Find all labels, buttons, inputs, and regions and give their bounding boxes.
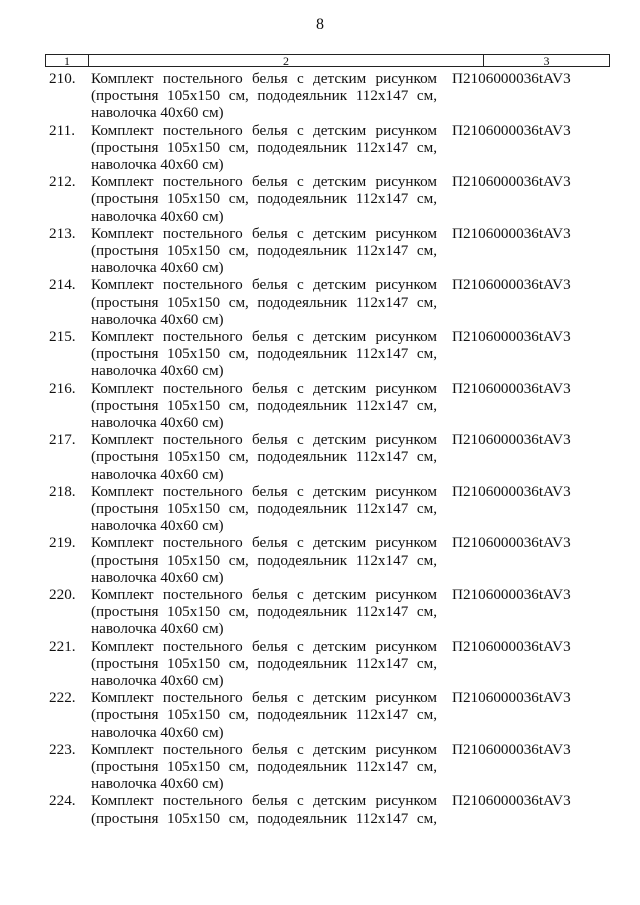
header-col-1: 1 <box>46 55 89 66</box>
row-number: 213. <box>49 224 76 242</box>
description-line-2: (простыня 105x150 см, пододеяльник 112x147 см, <box>91 138 437 156</box>
description-line-1: Комплект постельного белья с детским рисунком <box>91 276 437 294</box>
page-number: 8 <box>316 16 324 33</box>
description-line-1: Комплект постельного белья с детским рисунком <box>91 792 437 810</box>
description-line-2: (простыня 105x150 см, пододеяльник 112x147 см, <box>91 396 437 414</box>
description-line-2: (простыня 105x150 см, пододеяльник 112x147 см, <box>91 499 437 517</box>
description-line-2: (простыня 105x150 см, пододеяльник 112x147 см, <box>91 654 437 672</box>
row-code: П2106000036tAV3 <box>452 431 571 449</box>
description-line-3: наволочка 40x60 см) <box>91 362 224 380</box>
row-code: П2106000036tAV3 <box>452 740 571 758</box>
description-line-1: Комплект постельного белья с детским рисунком <box>91 431 437 449</box>
description-line-3: наволочка 40x60 см) <box>91 207 224 225</box>
table-row <box>0 173 640 225</box>
description-line-2: (простыня 105x150 см, пододеяльник 112x147 см, <box>91 706 437 724</box>
description-line-3: наволочка 40x60 см) <box>91 413 224 431</box>
row-code: П2106000036tAV3 <box>452 534 571 552</box>
description-line-1: Комплект постельного белья с детским рисунком <box>91 740 437 758</box>
description-line-3: наволочка 40x60 см) <box>91 620 224 638</box>
row-code: П2106000036tAV3 <box>452 224 571 242</box>
description-line-1: Комплект постельного белья с детским рисунком <box>91 534 437 552</box>
description-line-3: наволочка 40x60 см) <box>91 104 224 122</box>
description-line-3: наволочка 40x60 см) <box>91 156 224 173</box>
row-description <box>91 741 437 793</box>
table-row <box>0 741 640 793</box>
description-line-2: (простыня 105x150 см, пододеяльник 112x147 см, <box>91 293 437 311</box>
table-row <box>0 122 640 174</box>
description-line-3: наволочка 40x60 см) <box>91 465 224 483</box>
description-line-2: (простыня 105x150 см, пододеяльник 112x147 см, <box>91 809 437 827</box>
row-number: 215. <box>49 327 76 345</box>
table-row <box>0 380 640 432</box>
description-line-1: Комплект постельного белья с детским рисунком <box>91 327 437 345</box>
description-line-2: (простыня 105x150 см, пододеяльник 112x147 см, <box>91 448 437 466</box>
description-line-2: (простыня 105x150 см, пододеяльник 112x147 см, <box>91 241 437 259</box>
row-code: П2106000036tAV3 <box>452 637 571 655</box>
header-col-3: 3 <box>543 54 550 68</box>
row-code: П2106000036tAV3 <box>452 70 571 87</box>
description-line-3: наволочка 40x60 см) <box>91 259 224 277</box>
table-body <box>0 70 640 844</box>
row-description <box>91 431 437 483</box>
row-number: 224. <box>49 792 76 810</box>
description-line-3: наволочка 40x60 см) <box>91 310 224 328</box>
row-description <box>91 586 437 638</box>
row-description <box>91 225 437 277</box>
table-row <box>0 792 640 844</box>
table-row <box>0 70 640 122</box>
row-code: П2106000036tAV3 <box>452 689 571 707</box>
table-row <box>0 689 640 741</box>
description-line-3: наволочка 40x60 см) <box>91 568 224 586</box>
description-line-3: наволочка 40x60 см) <box>91 671 224 689</box>
table-row <box>0 431 640 483</box>
table-row <box>0 328 640 380</box>
row-description <box>91 173 437 225</box>
row-number: 216. <box>49 379 76 397</box>
description-line-2: (простыня 105x150 см, пододеяльник 112x147 см, <box>91 551 437 569</box>
row-number: 217. <box>49 431 76 449</box>
description-line-2: (простыня 105x150 см, пододеяльник 112x147 см, <box>91 190 437 208</box>
description-line-1: Комплект постельного белья с детским рисунком <box>91 379 437 397</box>
row-code: П2106000036tAV3 <box>452 379 571 397</box>
row-code: П2106000036tAV3 <box>452 327 571 345</box>
row-number: 223. <box>49 740 76 758</box>
table-row <box>0 276 640 328</box>
table-row <box>0 483 640 535</box>
row-description <box>91 534 437 586</box>
row-number: 214. <box>49 276 76 294</box>
row-description <box>91 380 437 432</box>
table-row <box>0 225 640 277</box>
description-line-1: Комплект постельного белья с детским рисунком <box>91 224 437 242</box>
description-line-1: Комплект постельного белья с детским рисунком <box>91 585 437 603</box>
header-col-2: 2 <box>89 55 484 66</box>
description-line-3: наволочка 40x60 см) <box>91 517 224 535</box>
row-description <box>91 792 437 826</box>
row-description <box>91 276 437 328</box>
description-line-3: наволочка 40x60 см) <box>91 775 224 793</box>
row-number: 210. <box>49 70 76 87</box>
row-description <box>91 122 437 174</box>
description-line-2: (простыня 105x150 см, пододеяльник 112x147 см, <box>91 757 437 775</box>
description-line-2: (простыня 105x150 см, пододеяльник 112x147 см, <box>91 603 437 621</box>
row-description <box>91 689 437 741</box>
row-code: П2106000036tAV3 <box>452 276 571 294</box>
row-code: П2106000036tAV3 <box>452 173 571 191</box>
description-line-1: Комплект постельного белья с детским рисунком <box>91 482 437 500</box>
table-header <box>45 54 610 67</box>
description-line-1: Комплект постельного белья с детским рисунком <box>91 70 437 87</box>
row-code: П2106000036tAV3 <box>452 121 571 139</box>
row-number: 222. <box>49 689 76 707</box>
description-line-1: Комплект постельного белья с детским рисунком <box>91 173 437 191</box>
table-row <box>0 534 640 586</box>
row-code: П2106000036tAV3 <box>452 482 571 500</box>
row-description <box>91 638 437 690</box>
row-description <box>91 328 437 380</box>
row-number: 218. <box>49 482 76 500</box>
description-line-2: (простыня 105x150 см, пододеяльник 112x147 см, <box>91 345 437 363</box>
row-description <box>91 483 437 535</box>
row-number: 221. <box>49 637 76 655</box>
description-line-2: (простыня 105x150 см, пододеяльник 112x147 см, <box>91 87 437 105</box>
table-row <box>0 586 640 638</box>
row-number: 211. <box>49 121 76 139</box>
row-number: 219. <box>49 534 76 552</box>
row-code: П2106000036tAV3 <box>452 792 571 810</box>
row-number: 220. <box>49 585 76 603</box>
table-row <box>0 638 640 690</box>
description-line-1: Комплект постельного белья с детским рисунком <box>91 637 437 655</box>
description-line-1: Комплект постельного белья с детским рисунком <box>91 121 437 139</box>
description-line-3: наволочка 40x60 см) <box>91 723 224 741</box>
row-description <box>91 70 437 122</box>
row-code: П2106000036tAV3 <box>452 585 571 603</box>
description-line-1: Комплект постельного белья с детским рисунком <box>91 689 437 707</box>
row-number: 212. <box>49 173 76 191</box>
